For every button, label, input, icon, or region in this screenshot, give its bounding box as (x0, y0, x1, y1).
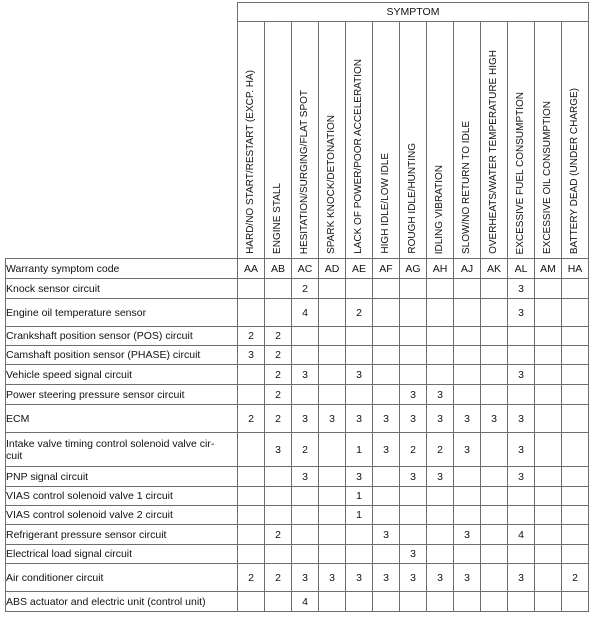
row-label: Knock sensor circuit (6, 279, 238, 299)
table-cell: 3 (265, 433, 292, 467)
table-cell (562, 433, 589, 467)
table-row (6, 433, 589, 467)
row-label: Air conditioner circuit (6, 564, 238, 592)
table-cell (238, 365, 265, 385)
row-label: Camshaft position sensor (PHASE) circuit (6, 346, 238, 365)
table-cell (238, 545, 265, 564)
table-cell (346, 525, 373, 545)
table-cell (562, 467, 589, 487)
table-cell (535, 545, 562, 564)
row-label: Refrigerant pressure sensor circuit (6, 525, 238, 545)
table-cell: 4 (292, 299, 319, 327)
table-cell (535, 506, 562, 525)
table-cell (400, 506, 427, 525)
table-cell: 3 (508, 405, 535, 433)
table-cell: AC (292, 259, 319, 279)
table-cell: 3 (454, 405, 481, 433)
table-cell (292, 487, 319, 506)
table-cell (562, 279, 589, 299)
table-cell (238, 279, 265, 299)
table-cell (481, 564, 508, 592)
table-cell (400, 299, 427, 327)
table-cell: 3 (508, 279, 535, 299)
table-cell (454, 299, 481, 327)
table-cell (373, 487, 400, 506)
table-cell: AL (508, 259, 535, 279)
table-row (6, 299, 589, 327)
table-cell (319, 327, 346, 346)
table-cell (292, 327, 319, 346)
table-cell (400, 346, 427, 365)
table-cell (508, 487, 535, 506)
symptom-column-label: HARD/NO START/RESTART (EXCP. HA) (245, 70, 256, 254)
table-cell (481, 545, 508, 564)
table-cell: 3 (481, 405, 508, 433)
table-cell (400, 327, 427, 346)
table-cell: 2 (265, 525, 292, 545)
table-cell: 2 (427, 433, 454, 467)
table-cell (373, 467, 400, 487)
table-cell: 3 (373, 433, 400, 467)
table-row (6, 279, 589, 299)
table-cell (400, 365, 427, 385)
table-cell (373, 506, 400, 525)
table-cell (265, 545, 292, 564)
table-cell (319, 299, 346, 327)
table-cell (292, 385, 319, 405)
table-cell (454, 327, 481, 346)
table-cell (454, 385, 481, 405)
table-cell: 2 (292, 433, 319, 467)
table-cell (319, 433, 346, 467)
table-cell (346, 385, 373, 405)
table-cell: 2 (265, 365, 292, 385)
symptom-column-header (562, 22, 589, 259)
symptom-column-label: BATTERY DEAD (UNDER CHARGE) (569, 87, 580, 254)
table-cell (400, 279, 427, 299)
table-cell: 4 (508, 525, 535, 545)
table-cell: 3 (292, 467, 319, 487)
table-cell (535, 525, 562, 545)
row-label: ECM (6, 405, 238, 433)
table-cell (481, 385, 508, 405)
symptom-column-label: IDLING VIBRATION (434, 164, 445, 254)
table-row (6, 592, 589, 612)
table-cell (454, 346, 481, 365)
table-cell (427, 592, 454, 612)
table-cell (238, 487, 265, 506)
table-cell: 2 (238, 405, 265, 433)
table-cell: AF (373, 259, 400, 279)
table-row (6, 346, 589, 365)
table-cell (319, 545, 346, 564)
table-cell (346, 327, 373, 346)
table-cell (346, 592, 373, 612)
table-cell (481, 433, 508, 467)
symptom-column-header (454, 22, 481, 259)
table-cell: 3 (292, 564, 319, 592)
symptom-column-label: EXCESSIVE OIL CONSUMPTION (542, 101, 553, 254)
table-cell (346, 346, 373, 365)
table-cell (535, 592, 562, 612)
table-cell: 3 (400, 467, 427, 487)
table-cell (481, 299, 508, 327)
table-cell: 3 (508, 467, 535, 487)
table-cell (535, 487, 562, 506)
table-cell (454, 592, 481, 612)
table-cell (481, 467, 508, 487)
table-cell: 3 (238, 346, 265, 365)
table-cell (238, 467, 265, 487)
table-cell (238, 592, 265, 612)
table-cell (535, 564, 562, 592)
table-cell (373, 327, 400, 346)
table-cell: 3 (454, 433, 481, 467)
table-row (6, 365, 589, 385)
table-row (6, 545, 589, 564)
table-cell (292, 545, 319, 564)
symptom-column-label: SLOW/NO RETURN TO IDLE (461, 121, 472, 254)
table-cell (481, 346, 508, 365)
row-label: Warranty symptom code (6, 259, 238, 279)
table-cell (454, 365, 481, 385)
table-cell (292, 346, 319, 365)
table-cell (400, 525, 427, 545)
row-label: Vehicle speed signal circuit (6, 365, 238, 385)
table-cell (238, 525, 265, 545)
table-cell (427, 365, 454, 385)
row-label: ABS actuator and electric unit (control unit) (6, 592, 238, 612)
table-cell: 2 (238, 564, 265, 592)
table-cell: 3 (400, 564, 427, 592)
table-cell (454, 545, 481, 564)
table-cell: 3 (508, 433, 535, 467)
table-cell (535, 405, 562, 433)
table-cell: 3 (346, 467, 373, 487)
table-cell (373, 299, 400, 327)
table-cell (535, 385, 562, 405)
table-cell (265, 467, 292, 487)
row-label: Engine oil temperature sensor (6, 299, 238, 327)
symptom-column-label: HIGH IDLE/LOW IDLE (380, 153, 391, 254)
table-cell (319, 346, 346, 365)
table-cell: 2 (265, 327, 292, 346)
table-cell (292, 506, 319, 525)
table-cell: 3 (346, 365, 373, 385)
table-cell (238, 385, 265, 405)
table-cell (427, 545, 454, 564)
symptom-column-header (373, 22, 400, 259)
table-cell: HA (562, 259, 589, 279)
table-cell (508, 385, 535, 405)
table-cell (562, 487, 589, 506)
table-cell: 3 (454, 564, 481, 592)
table-cell (481, 279, 508, 299)
table-cell: 3 (400, 405, 427, 433)
table-cell: 2 (346, 299, 373, 327)
table-cell: 2 (265, 405, 292, 433)
table-cell: AE (346, 259, 373, 279)
table-cell (265, 487, 292, 506)
table-cell (508, 346, 535, 365)
symptom-column-header (292, 22, 319, 259)
table-cell (319, 525, 346, 545)
table-cell: AM (535, 259, 562, 279)
table-row (6, 506, 589, 525)
table-cell (562, 327, 589, 346)
table-row (6, 327, 589, 346)
table-cell (427, 327, 454, 346)
symptom-column-header (238, 22, 265, 259)
table-cell: 3 (427, 564, 454, 592)
table-cell: AH (427, 259, 454, 279)
symptom-column-header (481, 22, 508, 259)
symptom-column-header (265, 22, 292, 259)
table-cell (562, 525, 589, 545)
table-cell (373, 279, 400, 299)
table-cell (427, 506, 454, 525)
table-cell (562, 506, 589, 525)
table-cell: 3 (319, 564, 346, 592)
table-cell: 3 (454, 525, 481, 545)
table-cell (400, 592, 427, 612)
table-cell (373, 346, 400, 365)
table-cell (427, 487, 454, 506)
table-cell (265, 279, 292, 299)
table-cell: 4 (292, 592, 319, 612)
table-cell: 3 (373, 564, 400, 592)
table-cell: 3 (427, 385, 454, 405)
table-cell (535, 365, 562, 385)
table-row (6, 564, 589, 592)
table-cell (427, 279, 454, 299)
table-cell (427, 525, 454, 545)
row-label: VIAS control solenoid valve 1 circuit (6, 487, 238, 506)
table-cell: 1 (346, 506, 373, 525)
table-cell: AB (265, 259, 292, 279)
table-cell: AK (481, 259, 508, 279)
table-cell: 3 (508, 299, 535, 327)
table-cell (562, 592, 589, 612)
table-cell: 3 (400, 545, 427, 564)
table-cell: 3 (373, 525, 400, 545)
symptom-column-header (427, 22, 454, 259)
table-cell (562, 405, 589, 433)
table-cell (508, 506, 535, 525)
table-cell (481, 487, 508, 506)
table-cell (319, 279, 346, 299)
table-cell: 3 (346, 564, 373, 592)
table-cell: 2 (562, 564, 589, 592)
table-cell (319, 487, 346, 506)
symptom-column-label: SPARK KNOCK/DETONATION (326, 115, 337, 254)
table-cell (238, 506, 265, 525)
symptom-header: SYMPTOM (238, 3, 589, 22)
table-cell (535, 279, 562, 299)
row-label: VIAS control solenoid valve 2 circuit (6, 506, 238, 525)
table-row (6, 259, 589, 279)
table-cell (319, 592, 346, 612)
table-cell: 2 (238, 327, 265, 346)
table-cell: 3 (292, 405, 319, 433)
table-cell: 2 (265, 564, 292, 592)
table-cell: 3 (346, 405, 373, 433)
symptom-column-label: ENGINE STALL (272, 183, 283, 254)
table-cell (373, 365, 400, 385)
table-cell (508, 545, 535, 564)
symptom-column-header (400, 22, 427, 259)
symptom-column-label: OVERHEATS/WATER TEMPERATURE HIGH (488, 50, 499, 254)
table-cell (319, 467, 346, 487)
symptom-column-header (508, 22, 535, 259)
table-cell (265, 592, 292, 612)
table-cell: 3 (508, 564, 535, 592)
table-cell (562, 385, 589, 405)
table-cell: AA (238, 259, 265, 279)
table-cell: 3 (292, 365, 319, 385)
table-cell (454, 467, 481, 487)
table-cell (535, 299, 562, 327)
table-cell: 2 (400, 433, 427, 467)
symptom-column-label: HESITATION/SURGING/FLAT SPOT (299, 89, 310, 254)
table-cell (454, 279, 481, 299)
table-cell (319, 365, 346, 385)
table-cell (238, 299, 265, 327)
table-cell (535, 467, 562, 487)
table-cell (265, 506, 292, 525)
row-label: Crankshaft position sensor (POS) circuit (6, 327, 238, 346)
table-cell (562, 545, 589, 564)
table-cell: 1 (346, 433, 373, 467)
corner-cell (6, 3, 238, 259)
table-cell (373, 385, 400, 405)
table-cell (427, 346, 454, 365)
table-cell (481, 327, 508, 346)
table-cell (481, 525, 508, 545)
table-cell: 3 (508, 365, 535, 385)
table-cell (562, 299, 589, 327)
table-cell (481, 365, 508, 385)
symptom-table (5, 2, 589, 612)
table-cell (400, 487, 427, 506)
table-cell (535, 327, 562, 346)
symptom-column-label: ROUGH IDLE/HUNTING (407, 143, 418, 254)
table-cell (265, 299, 292, 327)
table-cell: 1 (346, 487, 373, 506)
table-cell (562, 365, 589, 385)
symptom-column-label: EXCESSIVE FUEL CONSUMPTION (515, 91, 526, 254)
table-cell (508, 327, 535, 346)
table-cell (346, 279, 373, 299)
symptom-column-label: LACK OF POWER/POOR ACCELERATION (353, 59, 364, 254)
symptom-column-header (346, 22, 373, 259)
table-cell (535, 346, 562, 365)
table-cell: 3 (319, 405, 346, 433)
table-cell: AG (400, 259, 427, 279)
symptom-column-header (535, 22, 562, 259)
table-cell (454, 506, 481, 525)
table-cell: AD (319, 259, 346, 279)
table-cell (319, 506, 346, 525)
table-cell: 2 (292, 279, 319, 299)
symptom-column-header (319, 22, 346, 259)
table-cell (427, 299, 454, 327)
table-cell (481, 506, 508, 525)
table-cell (454, 487, 481, 506)
table-cell (319, 385, 346, 405)
table-row (6, 487, 589, 506)
row-label: Electrical load signal circuit (6, 545, 238, 564)
table-row (6, 525, 589, 545)
table-row (6, 385, 589, 405)
table-cell (535, 433, 562, 467)
table-row (6, 405, 589, 433)
table-cell: 3 (373, 405, 400, 433)
table-cell (373, 592, 400, 612)
table-cell: 3 (427, 405, 454, 433)
row-label: Power steering pressure sensor circuit (6, 385, 238, 405)
table-cell (292, 525, 319, 545)
table-cell (481, 592, 508, 612)
table-row (6, 467, 589, 487)
row-label: Intake valve timing control solenoid valve cir- cuit (6, 433, 238, 467)
table-cell: AJ (454, 259, 481, 279)
row-label: PNP signal circuit (6, 467, 238, 487)
table-cell: 3 (400, 385, 427, 405)
symptom-group-header-row (6, 3, 589, 22)
table-cell (238, 433, 265, 467)
table-cell: 2 (265, 385, 292, 405)
table-cell (508, 592, 535, 612)
table-cell (562, 346, 589, 365)
table-cell: 3 (427, 467, 454, 487)
table-cell (346, 545, 373, 564)
table-cell: 2 (265, 346, 292, 365)
table-cell (373, 545, 400, 564)
